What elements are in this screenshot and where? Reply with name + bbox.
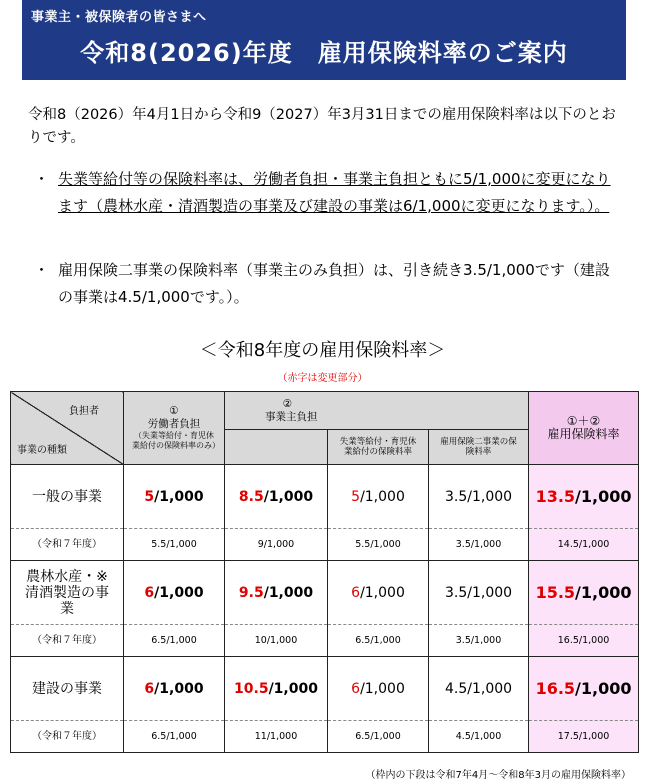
table-row [11, 465, 639, 529]
table-title: ＜令和8年度の雇用保険料率＞ [199, 340, 446, 361]
table-row [11, 561, 639, 625]
prev-employer-rate: 11/1,000 [225, 721, 328, 753]
page-title: 令和8(2026)年度 雇用保険料率のご案内 [80, 39, 568, 67]
intro-paragraph: 令和8（2026）年4月1日から令和9（2027）年3月31日までの雇用保険料率は以下のとおりです。 [28, 107, 616, 146]
bullet-item-two-programs [34, 257, 624, 311]
unemployment-rate-cell: 5/1,000 [328, 465, 429, 529]
total-rate-header [529, 392, 639, 465]
prev-worker-rate: 6.5/1,000 [124, 625, 225, 657]
employer-rate-cell: 10.5/1,000 [225, 657, 328, 721]
col-label: 雇用保険料率 [547, 427, 620, 441]
col-number: ① [169, 405, 179, 417]
previous-year-label: （令和７年度） [11, 529, 124, 561]
worker-burden-header [124, 392, 225, 465]
prev-total-rate: 16.5/1,000 [529, 625, 639, 657]
previous-year-label: （令和７年度） [11, 721, 124, 753]
previous-year-label: （令和７年度） [11, 625, 124, 657]
previous-year-row [11, 625, 639, 657]
business-type-cell: 一般の事業 [11, 465, 124, 529]
unemployment-rate-cell: 6/1,000 [328, 561, 429, 625]
prev-total-rate: 17.5/1,000 [529, 721, 639, 753]
worker-rate-cell: 6/1,000 [124, 657, 225, 721]
unemployment-rate-header: 失業等給付・育児休業給付の保険料率 [328, 430, 429, 465]
col-label: 労働者負担 [147, 418, 201, 430]
bullet-mark: ・ [34, 261, 50, 279]
prev-unemployment-rate: 5.5/1,000 [328, 529, 429, 561]
business-type-cell: 農林水産・※清酒製造の事業 [11, 561, 124, 625]
prev-worker-rate: 6.5/1,000 [124, 721, 225, 753]
worker-rate-cell: 6/1,000 [124, 561, 225, 625]
total-rate-cell: 15.5/1,000 [529, 561, 639, 625]
total-rate-cell: 13.5/1,000 [529, 465, 639, 529]
footer-note: （枠内の下段は令和7年4月～令和8年3月の雇用保険料率） [365, 770, 631, 781]
two-programs-rate-cell: 4.5/1,000 [429, 657, 529, 721]
employer-rate-cell: 9.5/1,000 [225, 561, 328, 625]
corner-header [11, 392, 124, 465]
bullet-text: 雇用保険二事業の保険料率（事業主のみ負担）は、引き続き3.5/1,000です（建設の事業は4.5/1,000です。）。 [58, 261, 610, 306]
prev-total-rate: 14.5/1,000 [529, 529, 639, 561]
two-programs-rate-cell: 3.5/1,000 [429, 465, 529, 529]
bullet-text: 失業等給付等の保険料率は、労働者負担・事業主負担ともに5/1,000に変更になります（農林水産・清酒製造の事業及び建設の事業は6/1,000に変更になります。）。 [58, 170, 611, 215]
employer-only-header [225, 430, 328, 465]
table-row [11, 657, 639, 721]
burden-header-label: 負担者 [69, 406, 99, 417]
employer-rate-cell: 8.5/1,000 [225, 465, 328, 529]
prev-unemployment-rate: 6.5/1,000 [328, 721, 429, 753]
two-programs-rate-cell: 3.5/1,000 [429, 561, 529, 625]
rate-table [10, 391, 639, 753]
business-type-cell: 建設の事業 [11, 657, 124, 721]
total-rate-cell: 16.5/1,000 [529, 657, 639, 721]
col-number: ② [282, 397, 293, 410]
type-header-label: 事業の種類 [17, 445, 67, 456]
prev-employer-rate: 9/1,000 [225, 529, 328, 561]
previous-year-row [11, 529, 639, 561]
bullet-mark: ・ [34, 170, 50, 188]
bullet-item-unemployment [34, 166, 624, 220]
table-note: （赤字は変更部分） [277, 373, 368, 384]
worker-rate-cell: 5/1,000 [124, 465, 225, 529]
col-label: 事業主負担 [265, 410, 318, 423]
prev-unemployment-rate: 6.5/1,000 [328, 625, 429, 657]
banner-subtitle: 事業主・被保険者の皆さまへ [31, 10, 207, 25]
unemployment-rate-cell: 6/1,000 [328, 657, 429, 721]
previous-year-row [11, 721, 639, 753]
title-banner [22, 0, 626, 80]
two-programs-header: 雇用保険二事業の保険料率 [429, 430, 529, 465]
prev-employer-rate: 10/1,000 [225, 625, 328, 657]
employer-burden-header [225, 392, 529, 430]
col-number: ①＋② [566, 414, 601, 428]
prev-two-programs-rate: 4.5/1,000 [429, 721, 529, 753]
prev-two-programs-rate: 3.5/1,000 [429, 625, 529, 657]
prev-worker-rate: 5.5/1,000 [124, 529, 225, 561]
prev-two-programs-rate: 3.5/1,000 [429, 529, 529, 561]
col-sublabel: （失業等給付・育児休業給付の保険料率のみ） [132, 431, 220, 450]
